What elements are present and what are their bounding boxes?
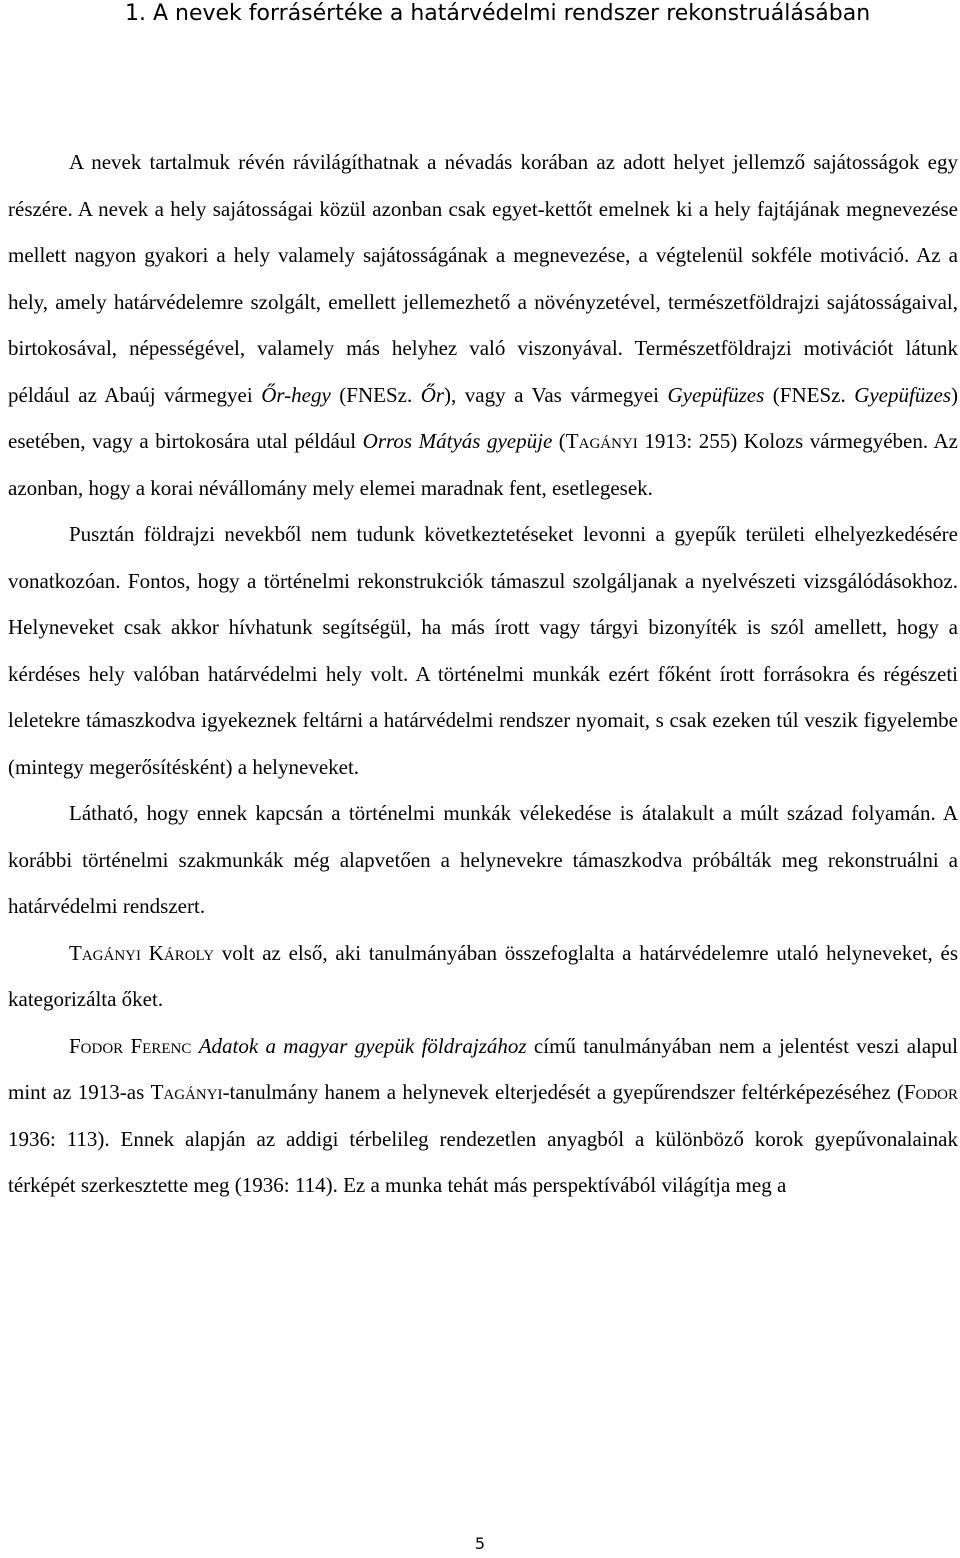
text-run: (FNESz. (330, 382, 421, 407)
italic-run: Gyepüfüzes (667, 382, 765, 407)
paragraph-3: Látható, hogy ennek kapcsán a történelmi munkák vélekedése is átalakult a múlt század folyamán. A korábbi történelmi szakmunkák még alapvetően a helynevekre támaszkodva próbálták meg rekonstruálni a határvédelmi rendszert. (8, 801, 958, 918)
text-run: (FNESz. (764, 382, 855, 407)
text-run: 1913: 255) Kolozs vármegyében. Az azonban, hogy a korai névállomány mely elemei maradnak fent, esetlegesek. (8, 429, 958, 500)
paragraph-1 (8, 139, 958, 511)
text-run: ) esetében, vagy a birtokosára utal például (8, 382, 958, 453)
italic-run: Őr (420, 382, 445, 407)
italic-run: Őr-hegy (261, 382, 331, 407)
text-run: ), vagy a Vas vármegyei (444, 382, 668, 407)
italic-run: Adatok a magyar gyepük földrajzához (198, 1033, 527, 1058)
author-name: Fodor Ferenc (69, 1033, 192, 1058)
italic-run: Orros Mátyás gyepüje (362, 429, 553, 453)
text-run: volt az első, aki tanulmányában összefoglalta a határvédelemre utaló helyneveket, és kategorizálta őket. (8, 940, 959, 1011)
italic-run: Gyepüfüzes (854, 382, 951, 407)
section-heading: 1. A nevek forrásértéke a határvédelmi rendszer rekonstruálásában (125, 1, 871, 26)
author-name: Fodor (903, 1080, 959, 1104)
author-name: Tagányi (150, 1080, 223, 1104)
page-number: 5 (474, 1534, 486, 1553)
text-run (191, 1034, 198, 1058)
text-run: 1936: 113). Ennek alapján az addigi térbelileg rendezetlen anyagból a különböző korok gyepűvonalainak térképét szerkesztette meg (1936: 114). Ez a munka tehát más perspektívából világítja meg a (8, 1126, 958, 1197)
paragraph-4 (8, 930, 958, 1023)
text-run: -tanulmány hanem a helynevek elterjedését a gyepűrendszer feltérképezéséhez ( (222, 1080, 904, 1104)
text-run: A nevek tartalmuk révén rávilágíthatnak a névadás korában az adott helyet jellemző sajátosságok egy részére. A nevek a hely sajátosságai közül azonban csak egyet-kettőt emelnek ki a hely fajtájának megnevezése mellett nagyon gyakori a hely valamely sajátosságának a megnevezése, a végtelenül sokféle motiváció. Az a hely, amely határvédelemre szolgált, emellett jellemezhető a növényzetével, természetföldrajzi sajátosságaival, birtokosával, népességével, valamely más helyhez való viszonyával. Természetföldrajzi motivációt látunk például az Abaúj vármegyei (8, 150, 958, 407)
body-text (8, 139, 958, 1209)
author-name: Tagányi Károly (69, 940, 215, 965)
text-run: című tanulmányában nem a jelentést veszi alapul mint az 1913-as (8, 1033, 959, 1104)
author-name: Tagányi (565, 429, 638, 453)
paragraph-5 (8, 1023, 958, 1209)
paragraph-2: Pusztán földrajzi nevekből nem tudunk következtetéseket levonni a gyepűk területi elhelyezkedésére vonatkozóan. Fontos, hogy a történelmi rekonstrukciók támaszul szolgáljanak a nyelvészeti vizsgálódásokhoz. Helyneveket csak akkor hívhatunk segítségül, ha más írott vagy tárgyi bizonyíték is szól amellett, hogy a kérdéses hely valóban határvédelmi hely volt. A történelmi munkák ezért főként írott forrásokra és régészeti leletekre támaszkodva igyekeznek feltárni a határvédelmi rendszer nyomait, s csak ezeken túl veszik figyelembe (mintegy megerősítésként) a helyneveket. (8, 522, 958, 779)
text-run: ( (552, 429, 566, 453)
